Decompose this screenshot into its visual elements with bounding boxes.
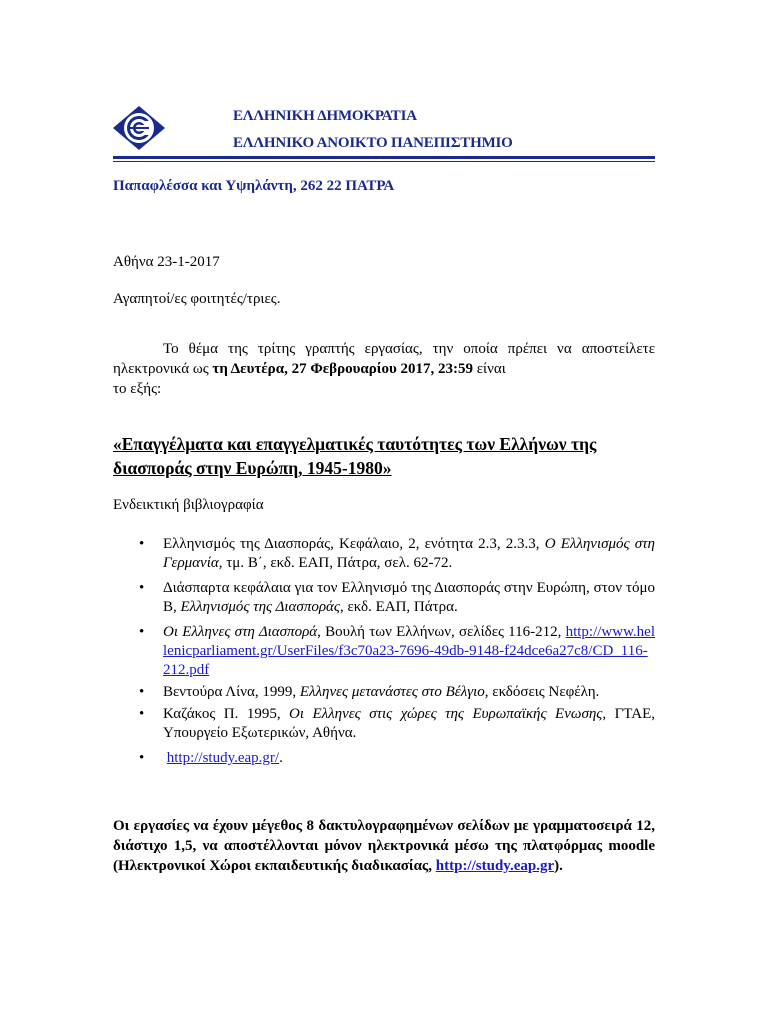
- bullet-icon: •: [139, 536, 145, 552]
- deadline-text: τη Δευτέρα, 27 Φεβρουαρίου 2017, 23:59: [212, 361, 473, 377]
- letter-date: Αθήνα 23-1-2017: [113, 254, 220, 270]
- study-eap-link[interactable]: http://study.eap.gr/: [166, 750, 280, 766]
- intro-end: το εξής:: [113, 381, 162, 397]
- letter-greeting: Αγαπητοί/ες φοιτητές/τριες.: [113, 291, 281, 307]
- ref-text: Ελληνισμός της Διασποράς, Κεφάλαιο, 2, ενότητα 2.3, 2.3.3,: [163, 536, 545, 552]
- closing-text: Οι εργασίες να έχουν μέγεθος 8 δακτυλογραφημένων σελίδων με γραμματοσειρά 12, διάστιχο 1,5, να αποστέλλονται μόνον ηλεκτρονικά μέσω της πλατφόρμας moodle (Ηλεκτρονικοί Χώροι εκπαιδευτικής διαδικασίας,: [113, 818, 655, 874]
- moodle-link[interactable]: http://study.eap.gr: [435, 858, 555, 874]
- ref-text: ΓΤΑΕ, Υπουργείο Εξωτερικών, Αθήνα.: [163, 706, 655, 741]
- address-line: Παπαφλέσσα και Υψηλάντη, 262 22 ΠΑΤΡΑ: [113, 178, 395, 194]
- header-divider-thin: [113, 161, 655, 162]
- ref-text: , τμ. Β΄, εκδ. ΕΑΠ, Πάτρα, σελ. 62-72.: [218, 555, 453, 571]
- bullet-icon: •: [139, 750, 145, 766]
- university-logo-icon: [111, 104, 167, 152]
- list-item: [139, 705, 655, 743]
- bullet-icon: •: [139, 684, 145, 700]
- bullet-icon: •: [139, 706, 145, 722]
- bibliography-title: Ενδεικτική βιβλιογραφία: [113, 497, 264, 513]
- ref-text: εκδόσεις Νεφέλη.: [488, 684, 600, 700]
- list-item: [139, 535, 655, 573]
- org-name-line1: ΕΛΛΗΝΙΚΗ ΔΗΜΟΚΡΑΤΙΑ: [233, 108, 417, 124]
- bibliography-list: [139, 535, 655, 768]
- org-name-line2: ΕΛΛΗΝΙΚΟ ΑΝΟΙΚΤΟ ΠΑΝΕΠΙΣΤΗΜΙΟ: [233, 135, 513, 151]
- ref-text: , Βουλή των Ελλήνων, σελίδες 116-212,: [317, 624, 566, 640]
- ref-text: Καζάκος Π. 1995,: [163, 706, 290, 722]
- ref-title: Ελληνισμός της Διασποράς: [180, 599, 340, 615]
- intro-paragraph: [113, 339, 655, 399]
- ref-title: Ελληνες μετανάστες στο Βέλγιο,: [299, 684, 489, 700]
- closing-end: ).: [554, 858, 563, 874]
- bullet-icon: •: [139, 580, 145, 596]
- ref-text: Διάσπαρτα κεφάλαια για τον Ελληνισμό της Διασποράς στην Ευρώπη, στον τόμο Β,: [163, 580, 655, 615]
- ref-text: , εκδ. ΕΑΠ, Πάτρα.: [340, 599, 458, 615]
- closing-paragraph: [113, 816, 655, 876]
- ref-title: Ο Ελληνισμός στη Γερμανία: [163, 536, 655, 571]
- ref-title: Οι Ελληνες στη Διασπορά: [163, 624, 318, 640]
- bullet-icon: •: [139, 624, 145, 640]
- list-item: [139, 749, 655, 768]
- ref-title: Οι Ελληνες στις χώρες της Ευρωπαϊκής Ενωσης,: [289, 706, 607, 722]
- ref-text: Βεντούρα Λίνα, 1999,: [163, 684, 300, 700]
- intro-start: Το θέμα της τρίτης γραπτής εργασίας, την οποία πρέπει να αποστείλετε ηλεκτρονικά ως: [113, 341, 655, 377]
- assignment-topic: «Επαγγέλματα και επαγγελματικές ταυτότητες των Ελλήνων της διασποράς στην Ευρώπη, 1945-1980»: [113, 434, 597, 478]
- ref-text: .: [279, 750, 283, 766]
- list-item: [139, 623, 655, 680]
- list-item: [139, 579, 655, 617]
- parliament-pdf-link[interactable]: http://www.hellenicparliament.gr/UserFiles/f3c70a23-7696-49db-9148-f24dce6a27c8/CD_116-212.pdf: [163, 624, 655, 678]
- intro-mid: είναι: [472, 361, 506, 377]
- header-divider: [113, 156, 655, 159]
- list-item: [139, 683, 655, 702]
